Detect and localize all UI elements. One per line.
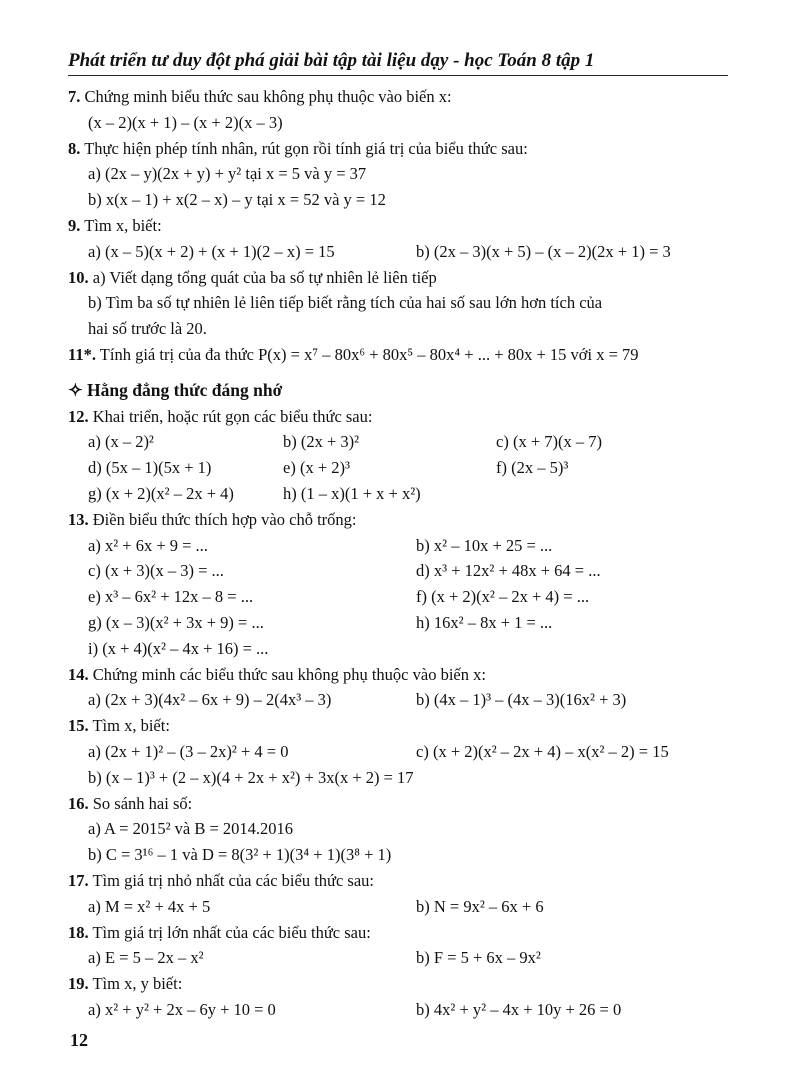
exercise-text <box>283 455 350 481</box>
exercise-number: 11*. <box>68 344 96 364</box>
exercise-text <box>496 455 568 481</box>
exercise-content: b) (2x + 3)² <box>283 432 360 452</box>
exercise-text <box>88 161 366 187</box>
exercise-text <box>88 455 211 481</box>
exercise-content: Khai triển, hoặc rút gọn các biểu thức sau: <box>88 406 373 426</box>
exercise-content: hai số trước là 20. <box>88 319 207 339</box>
exercise-content: Chứng minh các biểu thức sau không phụ thuộc vào biến x: <box>88 664 486 684</box>
exercise-row <box>68 920 733 946</box>
exercise-text <box>68 265 437 291</box>
exercise-content: g) (x – 3)(x² + 3x + 9) = ... <box>88 612 264 632</box>
exercise-number: 9. <box>68 215 81 235</box>
exercise-line <box>68 533 733 559</box>
exercise-content: h) (1 – x)(1 + x + x²) <box>283 483 421 503</box>
exercise-text <box>416 610 552 636</box>
exercise-line <box>68 316 733 342</box>
exercise-content: Tìm giá trị lớn nhất của các biểu thức sau: <box>88 922 371 942</box>
exercise-text <box>88 765 414 791</box>
exercise-content: a) M = x² + 4x + 5 <box>88 896 211 916</box>
exercise-row <box>68 84 733 110</box>
exercise-text <box>88 290 602 316</box>
exercise-row <box>68 213 733 239</box>
exercise-number: 12. <box>68 406 89 426</box>
exercise-text <box>88 894 210 920</box>
exercise-content: a) (2x – y)(2x + y) + y² tại x = 5 và y = 37 <box>88 164 367 184</box>
exercise-content: f) (2x – 5)³ <box>496 458 569 478</box>
exercise-text <box>283 481 421 507</box>
exercise-line <box>68 161 733 187</box>
exercise-text <box>88 533 208 559</box>
exercise-content: a) (x – 5)(x + 2) + (x + 1)(2 – x) = 15 <box>88 241 335 261</box>
exercise-content: b) (4x – 1)³ – (4x – 3)(16x² + 3) <box>416 690 627 710</box>
exercise-text <box>88 558 224 584</box>
exercise-row <box>68 868 733 894</box>
exercise-content: c) (x + 2)(x² – 2x + 4) – x(x² – 2) = 15 <box>416 741 669 761</box>
exercise-content: b) 4x² + y² – 4x + 10y + 26 = 0 <box>416 999 622 1019</box>
exercise-line <box>68 239 733 265</box>
exercise-line <box>68 945 733 971</box>
exercise-text <box>88 739 288 765</box>
exercise-content: b) x(x – 1) + x(2 – x) – y tại x = 52 và y = 12 <box>88 190 386 210</box>
exercise-line <box>68 687 733 713</box>
exercise-row <box>68 342 733 368</box>
exercise-text <box>88 842 391 868</box>
exercise-text <box>88 816 293 842</box>
exercise-text <box>416 533 552 559</box>
exercise-text <box>68 136 528 162</box>
section-heading <box>68 378 733 404</box>
exercise-text <box>416 558 601 584</box>
exercise-row <box>68 971 733 997</box>
exercise-text <box>416 945 541 971</box>
exercise-content: a) E = 5 – 2x – x² <box>88 948 204 968</box>
exercise-text <box>416 687 626 713</box>
exercise-text <box>88 481 234 507</box>
exercise-row <box>68 404 733 430</box>
exercise-content: d) (5x – 1)(5x + 1) <box>88 458 212 478</box>
exercise-line <box>68 455 733 481</box>
exercise-number: 10. <box>68 267 89 287</box>
exercise-text <box>68 868 374 894</box>
exercise-content: Tính giá trị của đa thức P(x) = x⁷ – 80x⁶ + 80x⁵ – 80x⁴ + ... + 80x + 15 với x = 79 <box>95 344 639 364</box>
exercise-number: 15. <box>68 716 89 736</box>
exercise-number: 13. <box>68 509 89 529</box>
exercise-content: a) (x – 2)² <box>88 432 154 452</box>
exercise-content: b) x² – 10x + 25 = ... <box>416 535 553 555</box>
exercise-text <box>68 713 170 739</box>
exercise-row <box>68 662 733 688</box>
exercise-content: Chứng minh biểu thức sau không phụ thuộc vào biến x: <box>80 87 452 106</box>
exercise-text <box>88 187 386 213</box>
exercise-content: b) (x – 1)³ + (2 – x)(4 + 2x + x²) + 3x(x + 2) = 17 <box>88 767 414 787</box>
exercise-line <box>68 842 733 868</box>
exercise-text <box>68 971 182 997</box>
exercise-content: c) (x + 7)(x – 7) <box>496 432 602 452</box>
page-number: 12 <box>70 1030 88 1050</box>
exercise-number: 7. <box>68 87 81 106</box>
exercise-number: 8. <box>68 138 81 158</box>
exercise-content: Tìm giá trị nhỏ nhất của các biểu thức sau: <box>88 870 375 890</box>
exercise-line <box>68 610 733 636</box>
exercise-content: d) x³ + 12x² + 48x + 64 = ... <box>416 561 601 581</box>
exercise-text <box>416 997 621 1023</box>
exercise-text <box>68 507 356 533</box>
exercise-text <box>88 429 154 455</box>
exercise-text <box>88 687 331 713</box>
exercise-number: 14. <box>68 664 89 684</box>
exercise-content: a) x² + 6x + 9 = ... <box>88 535 208 555</box>
exercise-line <box>68 997 733 1023</box>
exercise-content: Thực hiện phép tính nhân, rút gọn rồi tính giá trị của biểu thức sau: <box>80 138 528 158</box>
section-gap <box>68 368 733 378</box>
exercise-content: Tìm x, biết: <box>88 716 170 736</box>
exercise-content: i) (x + 4)(x² – 4x + 16) = ... <box>88 638 269 658</box>
exercise-text <box>68 791 192 817</box>
exercise-content: Tìm x, y biết: <box>88 974 183 994</box>
section-heading-text: ✧ Hằng đẳng thức đáng nhớ <box>68 379 283 400</box>
exercise-content: b) (2x – 3)(x + 5) – (x – 2)(2x + 1) = 3 <box>416 241 671 261</box>
exercise-number: 18. <box>68 922 89 942</box>
exercise-content: a) Viết dạng tổng quát của ba số tự nhiên lẻ liên tiếp <box>88 267 437 287</box>
exercise-content: h) 16x² – 8x + 1 = ... <box>416 612 553 632</box>
exercise-content: b) N = 9x² – 6x + 6 <box>416 896 544 916</box>
exercise-content: a) (2x + 1)² – (3 – 2x)² + 4 = 0 <box>88 741 289 761</box>
exercise-row <box>68 713 733 739</box>
exercise-line <box>68 816 733 842</box>
exercise-content: Điền biểu thức thích hợp vào chỗ trống: <box>88 509 357 529</box>
exercise-row <box>68 265 733 291</box>
exercise-content: a) A = 2015² và B = 2014.2016 <box>88 819 294 839</box>
exercise-text <box>496 429 602 455</box>
exercise-content: Tìm x, biết: <box>80 215 162 235</box>
exercise-line <box>68 290 733 316</box>
exercise-number: 16. <box>68 793 89 813</box>
exercise-number: 19. <box>68 974 89 994</box>
exercise-text <box>68 342 639 368</box>
exercise-text <box>416 584 589 610</box>
exercise-line <box>68 739 733 765</box>
exercise-content: (x – 2)(x + 1) – (x + 2)(x – 3) <box>88 112 283 132</box>
exercise-line <box>68 765 733 791</box>
exercise-line <box>68 187 733 213</box>
exercise-row <box>68 791 733 817</box>
exercise-text <box>88 584 253 610</box>
exercise-text <box>416 239 671 265</box>
exercise-text <box>68 404 372 430</box>
exercise-text <box>68 213 162 239</box>
exercise-content: b) F = 5 + 6x – 9x² <box>416 948 541 968</box>
exercise-text <box>88 239 335 265</box>
exercise-line <box>68 636 733 662</box>
exercise-line <box>68 558 733 584</box>
exercise-content: c) (x + 3)(x – 3) = ... <box>88 561 224 581</box>
exercise-content: b) C = 3¹⁶ – 1 và D = 8(3² + 1)(3⁴ + 1)(3⁸ + 1) <box>88 845 392 865</box>
exercise-content: e) (x + 2)³ <box>283 458 350 478</box>
exercise-content: e) x³ – 6x² + 12x – 8 = ... <box>88 587 254 607</box>
exercise-line <box>68 584 733 610</box>
exercise-content: a) (2x + 3)(4x² – 6x + 9) – 2(4x³ – 3) <box>88 690 332 710</box>
exercise-text <box>68 84 452 110</box>
exercise-content: f) (x + 2)(x² – 2x + 4) = ... <box>416 587 590 607</box>
exercise-text <box>88 997 276 1023</box>
running-header: Phát triển tư duy đột phá giải bài tập tài liệu dạy - học Toán 8 tập 1 <box>68 50 728 76</box>
exercise-text <box>68 920 371 946</box>
exercise-row <box>68 507 733 533</box>
exercise-number: 17. <box>68 870 89 890</box>
exercise-list <box>68 84 733 1023</box>
exercise-text <box>416 739 669 765</box>
exercise-line <box>68 894 733 920</box>
exercise-text <box>88 110 283 136</box>
exercise-line <box>68 481 733 507</box>
exercise-text <box>88 316 207 342</box>
exercise-text <box>88 945 204 971</box>
exercise-text <box>283 429 359 455</box>
exercise-text <box>88 610 264 636</box>
exercise-line <box>68 110 733 136</box>
exercise-content: a) x² + y² + 2x – 6y + 10 = 0 <box>88 999 276 1019</box>
exercise-text <box>88 636 268 662</box>
exercise-row <box>68 136 733 162</box>
exercise-content: g) (x + 2)(x² – 2x + 4) <box>88 483 234 503</box>
exercise-text <box>68 662 486 688</box>
exercise-content: So sánh hai số: <box>88 793 193 813</box>
exercise-text <box>416 894 544 920</box>
exercise-line <box>68 429 733 455</box>
exercise-content: b) Tìm ba số tự nhiên lẻ liên tiếp biết rằng tích của hai số sau lớn hơn tích của <box>88 293 603 313</box>
